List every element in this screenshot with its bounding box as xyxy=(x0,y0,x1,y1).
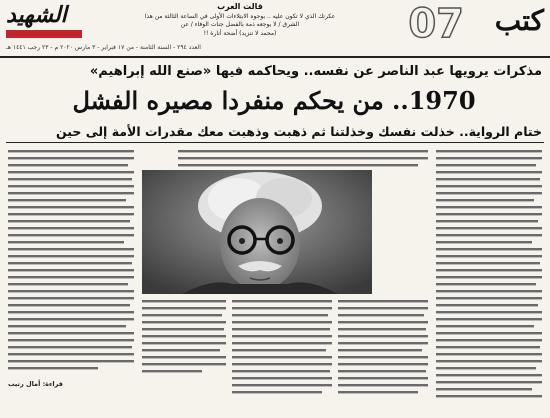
article-column-bottom-a xyxy=(338,298,428,398)
text-lines-bottom-c xyxy=(142,298,226,398)
text-lines-right xyxy=(436,148,542,404)
article-kicker: مذكرات يرويها عبد الناصر عن نفسه.. ويحاكمه فيها «صنع الله إبراهيم» xyxy=(89,64,542,79)
issue-graphic: 07 xyxy=(408,1,464,47)
article-headline: 1970.. من يحكم منفردا مصيره الفشل xyxy=(72,86,476,115)
header-rule xyxy=(6,142,544,143)
portrait-illustration xyxy=(142,170,372,294)
quote-sign: (محمد لا تنزيد) أضحة أنارة !! xyxy=(203,30,277,37)
article-subhead: ختام الرواية.. خذلت نفسك وخذلتنا ثم ذهبت وذهبت معك مقدرات الأمة إلى حين xyxy=(56,124,542,139)
quote-text: عكرتك الذي لا تكون عليه .. بوجوه الابتلاءات الأولى في الساعة الثالثة من هذا الشرق / لا يوجعه ذمة بالفضل جنات الوفاء / عن xyxy=(144,13,336,28)
article-column-bottom-b xyxy=(232,298,332,398)
issue-date-line: العدد ٢٩٤ - السنة الثامنة - من ١٧ فبراير - ٣ مارس ٢٠٢٠ م - ٢٣ رجب ١٤٤١ هـ xyxy=(6,44,201,51)
text-lines-bottom-b xyxy=(232,298,332,398)
article-column-mid-top xyxy=(178,148,428,168)
text-lines-left xyxy=(8,148,134,380)
article-column-right xyxy=(436,148,542,404)
section-title: كتب xyxy=(494,4,544,37)
article-byline: قراءة: أمال رتيب xyxy=(8,380,63,388)
masthead xyxy=(0,0,550,58)
article-column-left xyxy=(8,148,134,380)
newspaper-logo: الشهيد xyxy=(6,2,67,28)
logo-red-bar xyxy=(6,30,82,38)
text-lines-bottom-a xyxy=(338,298,428,398)
author-portrait-photo xyxy=(142,170,372,294)
text-lines-mid-top xyxy=(178,148,428,168)
quote-title: قالت العرب xyxy=(217,2,263,11)
article-column-bottom-c xyxy=(142,298,226,398)
